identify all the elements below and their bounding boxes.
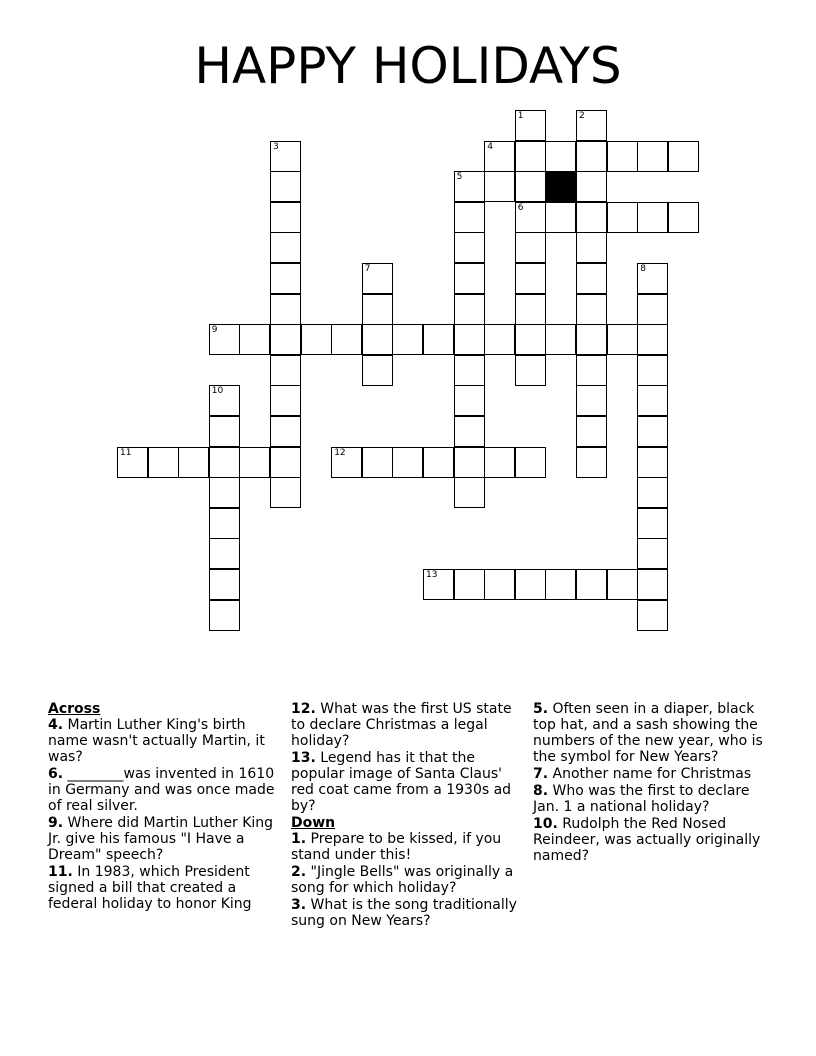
crossword-cell[interactable] bbox=[576, 294, 607, 325]
crossword-cell[interactable] bbox=[392, 324, 423, 355]
crossword-cell[interactable] bbox=[637, 355, 668, 386]
crossword-cell[interactable] bbox=[515, 447, 546, 478]
clue-number: 13 bbox=[426, 570, 438, 580]
clue-number: 6 bbox=[517, 202, 524, 213]
clue-number: 11 bbox=[120, 447, 132, 458]
clue-number: 10 bbox=[211, 386, 224, 397]
crossword-cell[interactable] bbox=[668, 141, 699, 172]
crossword-cell[interactable] bbox=[576, 263, 607, 294]
clue-down-8: 8. Who was the first to declare Jan. 1 a national holiday? bbox=[533, 783, 750, 815]
crossword-cell[interactable] bbox=[515, 141, 546, 172]
crossword-cell[interactable] bbox=[515, 202, 546, 233]
crossword-cell[interactable] bbox=[637, 600, 668, 631]
clues-column-2 bbox=[291, 701, 523, 930]
crossword-cell[interactable] bbox=[362, 294, 393, 325]
crossword-cell[interactable] bbox=[576, 232, 607, 263]
clue-across-6: 6. ________was invented in 1610 in Germany and was once made of real silver. bbox=[48, 766, 275, 814]
clue-down-5: 5. Often seen in a diaper, black top hat, and a sash showing the numbers of the new year, who is the symbol for New Years? bbox=[533, 701, 763, 765]
crossword-cell[interactable] bbox=[209, 477, 240, 508]
crossword-cell[interactable] bbox=[454, 355, 485, 386]
crossword-cell[interactable] bbox=[454, 294, 485, 325]
crossword-cell[interactable] bbox=[637, 385, 668, 416]
crossword-cell[interactable] bbox=[270, 263, 301, 294]
crossword-cell[interactable] bbox=[239, 447, 270, 478]
crossword-cell[interactable] bbox=[209, 385, 240, 416]
clue-across-12: 12. What was the first US state to declare Christmas a legal holiday? bbox=[291, 701, 512, 749]
crossword-cell[interactable] bbox=[301, 324, 332, 355]
crossword-cell[interactable] bbox=[454, 447, 485, 478]
crossword-cell[interactable] bbox=[331, 447, 362, 478]
crossword-cell[interactable] bbox=[545, 141, 576, 172]
crossword-cell[interactable] bbox=[392, 447, 423, 478]
clue-down-10: 10. Rudolph the Red Nosed Reindeer, was actually originally named? bbox=[533, 816, 761, 864]
clue-down-7: 7. Another name for Christmas bbox=[533, 766, 752, 782]
crossword-cell[interactable] bbox=[209, 324, 240, 355]
crossword-cell[interactable] bbox=[637, 569, 668, 600]
crossword-cell[interactable] bbox=[637, 508, 668, 539]
crossword-cell[interactable] bbox=[423, 569, 454, 600]
crossword-cell[interactable] bbox=[362, 355, 393, 386]
crossword-cell[interactable] bbox=[209, 538, 240, 569]
clue-number: 8 bbox=[640, 264, 646, 274]
clue-number: 3 bbox=[273, 141, 279, 152]
clue-across-4: 4. Martin Luther King's birth name wasn't actually Martin, it was? bbox=[48, 717, 265, 765]
crossword-cell[interactable] bbox=[454, 385, 485, 416]
crossword-cell[interactable] bbox=[637, 447, 668, 478]
clues-column-1 bbox=[48, 701, 284, 913]
crossword-cell[interactable] bbox=[607, 202, 638, 233]
crossword-cell[interactable] bbox=[331, 324, 362, 355]
crossword-cell[interactable] bbox=[515, 294, 546, 325]
crossword-cell[interactable] bbox=[270, 477, 301, 508]
crossword-cell[interactable] bbox=[270, 294, 301, 325]
crossword-cell[interactable] bbox=[209, 508, 240, 539]
crossword-cell[interactable] bbox=[576, 141, 607, 172]
crossword-cell[interactable] bbox=[515, 232, 546, 263]
clue-number: 5 bbox=[456, 172, 463, 183]
crossword-cell[interactable] bbox=[576, 416, 607, 447]
crossword-cell[interactable] bbox=[209, 569, 240, 600]
crossword-cell[interactable] bbox=[454, 232, 485, 263]
crossword-cell[interactable] bbox=[545, 569, 576, 600]
crossword-cell[interactable] bbox=[576, 171, 607, 202]
crossword-cell[interactable] bbox=[454, 202, 485, 233]
crossword-cell[interactable] bbox=[576, 355, 607, 386]
crossword-cell[interactable] bbox=[637, 416, 668, 447]
crossword-cell[interactable] bbox=[637, 324, 668, 355]
clue-number: 9 bbox=[211, 325, 218, 336]
clue-across-11: 11. In 1983, which President signed a bill that created a federal holiday to honor King bbox=[48, 864, 252, 912]
crossword-cell[interactable] bbox=[454, 171, 485, 202]
crossword-cell[interactable] bbox=[607, 324, 638, 355]
crossword-cell[interactable] bbox=[576, 385, 607, 416]
crossword-cell[interactable] bbox=[270, 385, 301, 416]
crossword-cell[interactable] bbox=[484, 171, 515, 202]
clue-number: 1 bbox=[517, 111, 524, 121]
crossword-cell[interactable] bbox=[515, 324, 546, 355]
crossword-cell[interactable] bbox=[576, 324, 607, 355]
black-square bbox=[545, 171, 576, 202]
crossword-cell[interactable] bbox=[637, 263, 668, 294]
crossword-cell[interactable] bbox=[362, 263, 393, 294]
crossword-cell[interactable] bbox=[637, 141, 668, 172]
crossword-cell[interactable] bbox=[454, 477, 485, 508]
across-heading: Across bbox=[48, 701, 101, 717]
crossword-cell[interactable] bbox=[148, 447, 179, 478]
crossword-cell[interactable] bbox=[515, 171, 546, 202]
crossword-cell[interactable] bbox=[637, 294, 668, 325]
crossword-cell[interactable] bbox=[637, 477, 668, 508]
crossword-cell[interactable] bbox=[270, 171, 301, 202]
crossword-cell[interactable] bbox=[545, 324, 576, 355]
clue-number: 2 bbox=[579, 111, 585, 121]
crossword-cell[interactable] bbox=[270, 447, 301, 478]
crossword-cell[interactable] bbox=[454, 569, 485, 600]
crossword-cell[interactable] bbox=[484, 569, 515, 600]
crossword-cell[interactable] bbox=[270, 232, 301, 263]
crossword-cell[interactable] bbox=[270, 202, 301, 233]
crossword-cell[interactable] bbox=[239, 324, 270, 355]
clue-across-9: 9. Where did Martin Luther King Jr. give his famous "I Have a Dream" speech? bbox=[48, 815, 274, 863]
clue-number: 12 bbox=[334, 447, 346, 458]
crossword-cell[interactable] bbox=[454, 416, 485, 447]
clue-number: 7 bbox=[364, 264, 371, 274]
clue-down-2: 2. "Jingle Bells" was originally a song for which holiday? bbox=[291, 864, 514, 896]
crossword-cell[interactable] bbox=[484, 141, 515, 172]
crossword-cell[interactable] bbox=[576, 110, 607, 141]
crossword-cell[interactable] bbox=[637, 538, 668, 569]
crossword-cell[interactable] bbox=[454, 324, 485, 355]
down-heading: Down bbox=[291, 815, 336, 831]
crossword-cell[interactable] bbox=[362, 324, 393, 355]
crossword-cell[interactable] bbox=[362, 447, 393, 478]
clue-down-1: 1. Prepare to be kissed, if you stand under this! bbox=[291, 831, 502, 863]
crossword-cell[interactable] bbox=[209, 447, 240, 478]
crossword-cell[interactable] bbox=[484, 324, 515, 355]
crossword-cell[interactable] bbox=[117, 447, 148, 478]
crossword-cell[interactable] bbox=[515, 110, 546, 141]
crossword-cell[interactable] bbox=[270, 355, 301, 386]
crossword-cell[interactable] bbox=[515, 263, 546, 294]
crossword-cell[interactable] bbox=[515, 355, 546, 386]
clue-across-13: 13. Legend has it that the popular image of Santa Claus' red coat came from a 1930s ad by? bbox=[291, 750, 512, 814]
crossword-cell[interactable] bbox=[484, 447, 515, 478]
crossword-cell[interactable] bbox=[270, 416, 301, 447]
crossword-cell[interactable] bbox=[576, 447, 607, 478]
crossword-cell[interactable] bbox=[576, 569, 607, 600]
crossword-cell[interactable] bbox=[178, 447, 209, 478]
crossword-cell[interactable] bbox=[270, 324, 301, 355]
page-title: HAPPY HOLIDAYS bbox=[194, 37, 622, 95]
clue-down-3: 3. What is the song traditionally sung on New Years? bbox=[291, 897, 517, 929]
crossword-cell[interactable] bbox=[209, 416, 240, 447]
crossword-cell[interactable] bbox=[423, 324, 454, 355]
crossword-cell[interactable] bbox=[454, 263, 485, 294]
crossword-cell[interactable] bbox=[423, 447, 454, 478]
crossword-cell[interactable] bbox=[607, 569, 638, 600]
clue-number: 4 bbox=[487, 141, 493, 152]
crossword-cell[interactable] bbox=[545, 202, 576, 233]
crossword-cell[interactable] bbox=[270, 141, 301, 172]
crossword-cell[interactable] bbox=[607, 141, 638, 172]
crossword-cell[interactable] bbox=[668, 202, 699, 233]
crossword-cell[interactable] bbox=[576, 202, 607, 233]
clues-column-3 bbox=[533, 701, 769, 865]
crossword-cell[interactable] bbox=[637, 202, 668, 233]
crossword-cell[interactable] bbox=[209, 600, 240, 631]
crossword-cell[interactable] bbox=[515, 569, 546, 600]
